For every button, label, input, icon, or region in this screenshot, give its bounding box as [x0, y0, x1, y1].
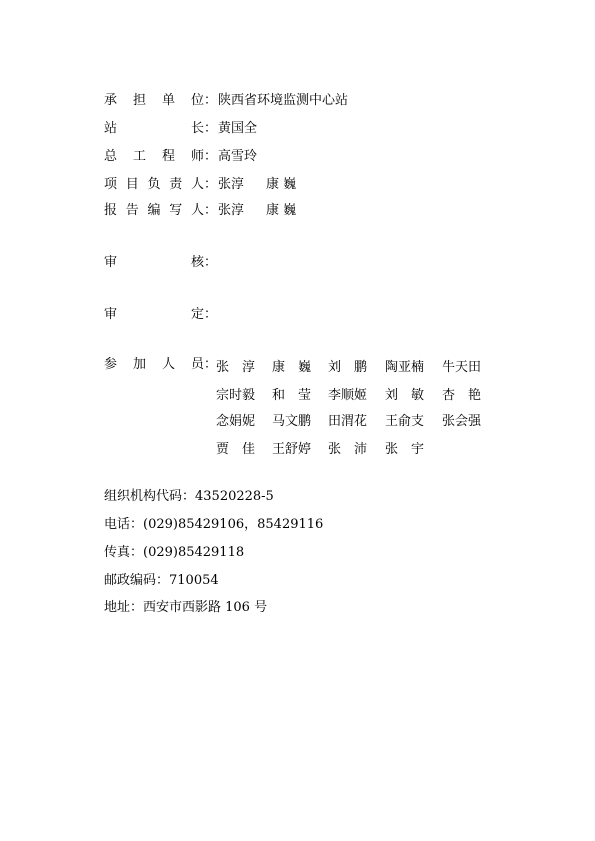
participants-label: 参 加 人 员	[104, 357, 204, 372]
participant-name: 王俞支	[385, 414, 425, 429]
participant-name: 张 宇	[385, 442, 425, 457]
project-leader-name-1: 张淳	[218, 177, 245, 192]
chief-engineer-label: 总 工 程 师	[104, 149, 204, 164]
participant-name: 陶亚楠	[385, 360, 425, 375]
project-leader-label: 项 目 负 责 人	[104, 177, 204, 192]
fax: 传真：(029)85429118	[104, 545, 245, 560]
postcode: 邮政编码：710054	[104, 573, 219, 588]
participant-name: 张会强	[442, 414, 482, 429]
review-label: 审 核	[104, 255, 204, 270]
participant-name: 和 莹	[272, 388, 312, 403]
participant-name: 张 沛	[328, 442, 368, 457]
participant-name: 刘 鹏	[328, 360, 368, 375]
station-head-label: 站 长	[104, 121, 204, 136]
participant-name: 宗时毅	[216, 388, 256, 403]
report-author-label: 报 告 编 写 人	[104, 203, 204, 218]
org-code: 组织机构代码：43520228-5	[104, 489, 274, 504]
approval-label: 审 定	[104, 307, 204, 322]
station-head-value: 黄国全	[218, 121, 258, 136]
participant-name: 张 淳	[216, 360, 256, 375]
phone: 电话：(029)85429106，85429116	[104, 517, 324, 532]
participant-name: 念娟妮	[216, 414, 256, 429]
participant-name: 杏 艳	[442, 388, 482, 403]
report-author-name-1: 张淳	[218, 203, 245, 218]
participant-name: 牛天田	[442, 360, 482, 375]
report-author-name-2: 康 巍	[266, 203, 297, 218]
address: 地址：西安市西影路 106 号	[104, 600, 268, 615]
participant-name: 康 巍	[272, 360, 312, 375]
participant-name: 李顺姬	[328, 388, 368, 403]
participant-name: 王舒婷	[272, 442, 312, 457]
participant-name: 刘 敏	[385, 388, 425, 403]
participant-name: 马文鹏	[272, 414, 312, 429]
participant-name: 贾 佳	[216, 442, 256, 457]
undertaking-unit-value: 陕西省环境监测中心站	[218, 93, 349, 108]
chief-engineer-value: 高雪玲	[218, 149, 258, 164]
undertaking-unit-label: 承 担 单 位	[104, 93, 204, 108]
participant-name: 田渭花	[328, 414, 368, 429]
project-leader-name-2: 康 巍	[266, 177, 297, 192]
